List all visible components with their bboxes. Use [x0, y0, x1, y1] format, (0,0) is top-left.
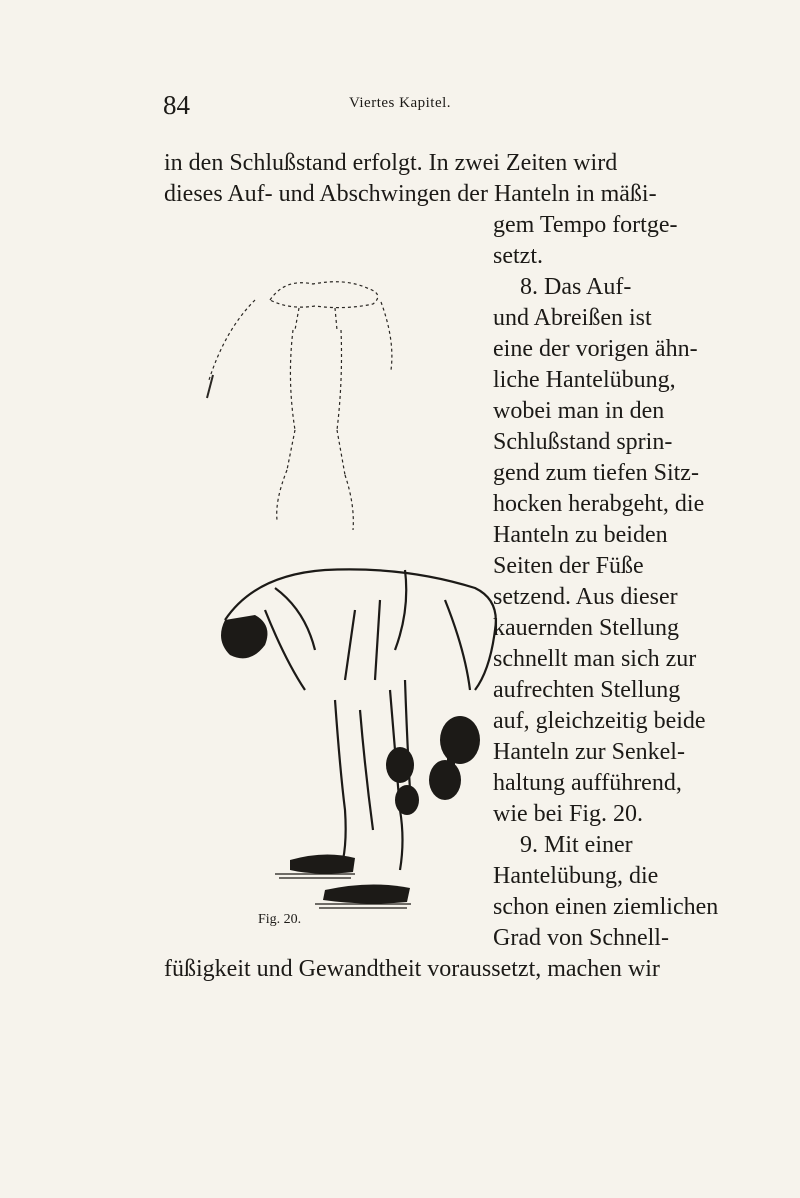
body-line: haltung aufführend,	[493, 770, 682, 796]
body-line: eine der vorigen ähn-	[493, 336, 698, 362]
body-line: füßigkeit und Gewandtheit voraussetzt, machen wir	[164, 956, 660, 982]
body-line: in den Schlußstand erfolgt. In zwei Zeiten wird	[164, 150, 618, 176]
figure-illustration	[195, 270, 510, 910]
body-line: Seiten der Füße	[493, 553, 644, 579]
body-line: schnellt man sich zur	[493, 646, 697, 672]
body-line: und Abreißen ist	[493, 305, 652, 331]
body-line: 8. Das Auf-	[520, 274, 632, 300]
body-line: wobei man in den	[493, 398, 665, 424]
body-line: dieses Auf- und Abschwingen der Hanteln in mäßi-	[164, 181, 657, 207]
figure-caption: Fig. 20.	[258, 912, 302, 927]
body-line: wie bei Fig. 20.	[493, 801, 643, 827]
body-line: Hantelübung, die	[493, 863, 659, 889]
body-line: setzend. Aus dieser	[493, 584, 678, 610]
body-line: gem Tempo fortge-	[493, 212, 678, 238]
body-line: setzt.	[493, 243, 543, 269]
body-line: Hanteln zu beiden	[493, 522, 668, 548]
running-head: Viertes Kapitel.	[348, 95, 452, 111]
body-line: aufrechten Stellung	[493, 677, 681, 703]
body-line: 9. Mit einer	[520, 832, 633, 858]
body-line: kauernden Stellung	[493, 615, 679, 641]
body-line: Schlußstand sprin-	[493, 429, 673, 455]
body-line: auf, gleichzeitig beide	[493, 708, 706, 734]
body-line: Grad von Schnell-	[493, 925, 669, 951]
body-line: hocken herabgeht, die	[493, 491, 705, 517]
body-line: liche Hantelübung,	[493, 367, 676, 393]
body-line: schon einen ziemlichen	[493, 894, 719, 920]
body-line: gend zum tiefen Sitz-	[493, 460, 699, 486]
page-number: 84	[163, 90, 190, 120]
body-line: Hanteln zur Senkel-	[493, 739, 685, 765]
